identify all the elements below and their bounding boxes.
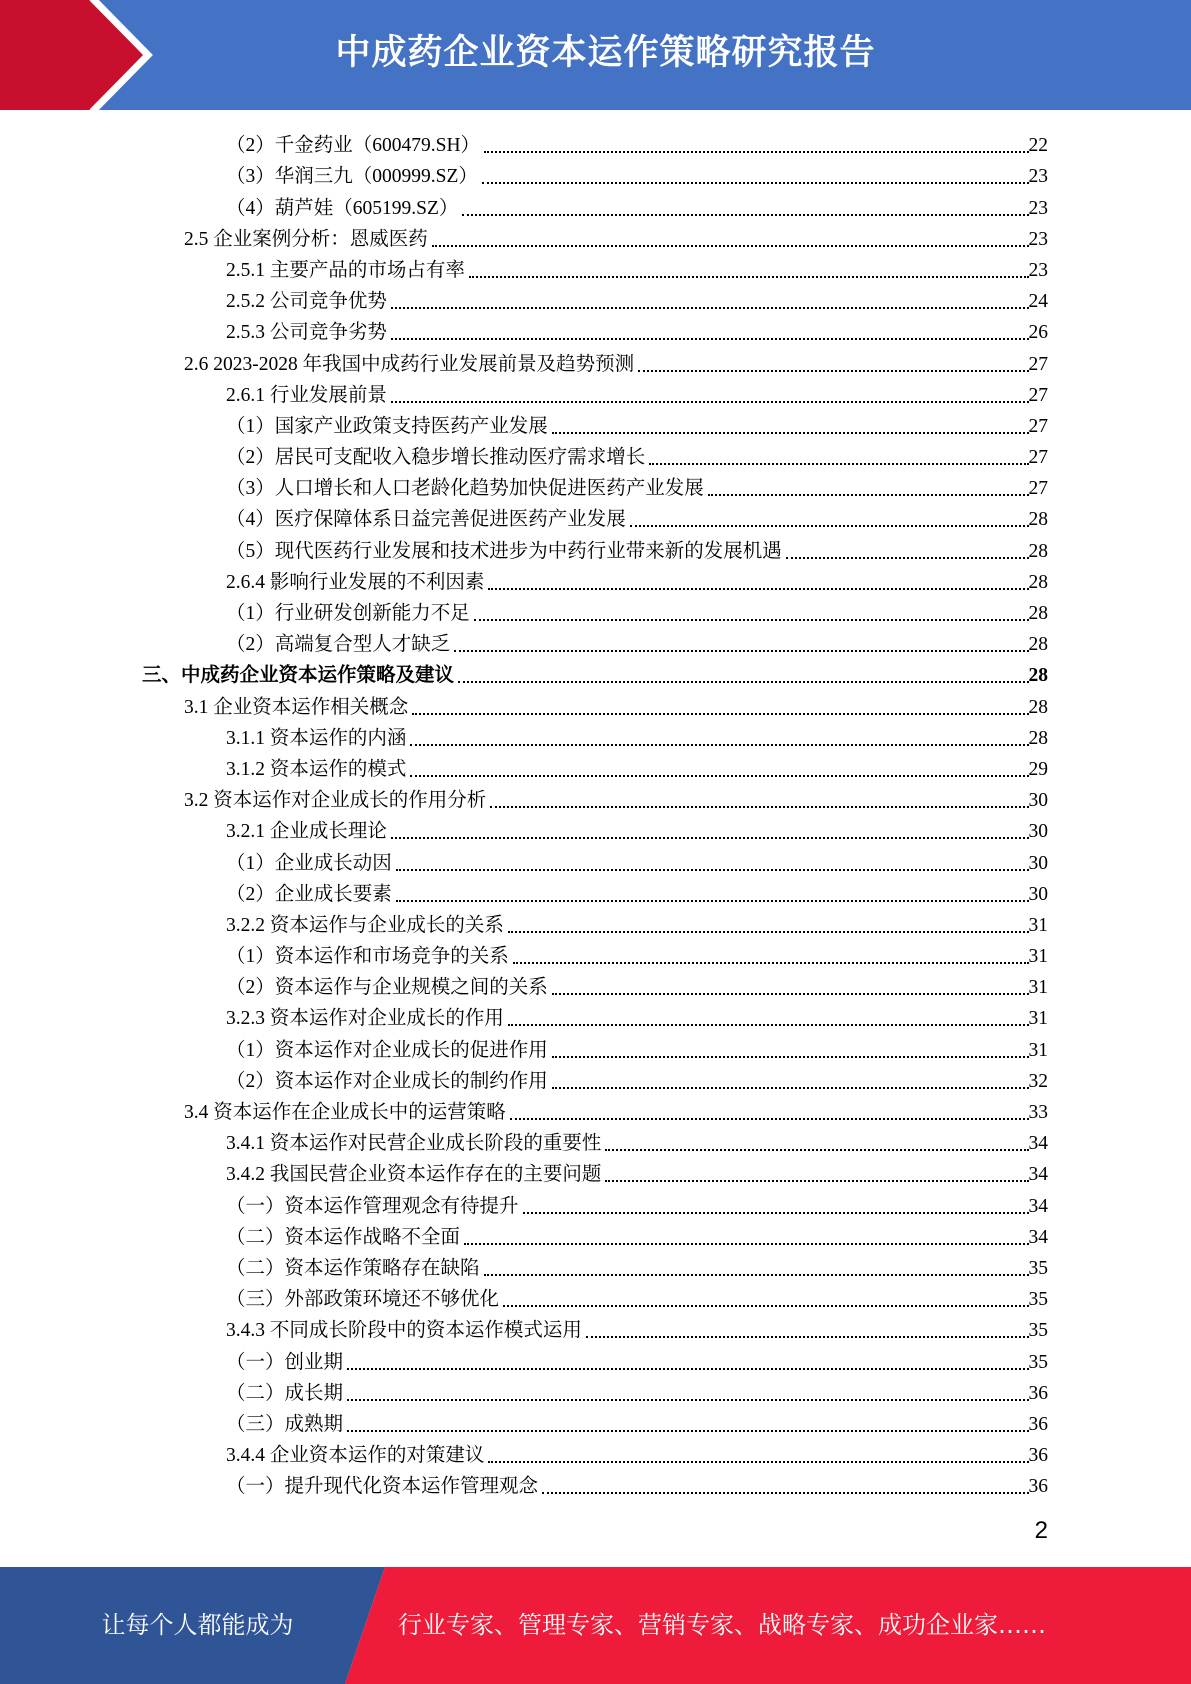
toc-entry-page-number: 36	[1028, 1413, 1048, 1435]
toc-entry-title: （4）葫芦娃（605199.SZ）	[226, 197, 459, 219]
toc-entry-page-number: 36	[1028, 1445, 1048, 1467]
toc-entry[interactable]	[0, 939, 1191, 970]
toc-entry-title: （2）千金药业（600479.SH）	[226, 135, 481, 157]
toc-entry-page-number: 23	[1028, 228, 1048, 250]
toc-entry-page-number: 27	[1028, 353, 1048, 375]
toc-entry-page-number: 27	[1028, 415, 1048, 437]
toc-dot-leader	[456, 663, 1028, 689]
toc-entry-title: 2.6.1 行业发展前景	[226, 384, 387, 406]
toc-entry[interactable]	[0, 315, 1191, 346]
toc-entry-page-number: 22	[1028, 135, 1048, 157]
toc-entry-page-number: 31	[1028, 1008, 1048, 1030]
toc-dot-leader	[452, 632, 1028, 658]
toc-entry-page-number: 34	[1028, 1164, 1048, 1186]
toc-entry-page-number: 34	[1028, 1195, 1048, 1217]
toc-entry-page-number: 35	[1028, 1257, 1048, 1279]
toc-entry-page-number: 31	[1028, 1039, 1048, 1061]
toc-entry[interactable]	[0, 596, 1191, 627]
toc-entry[interactable]	[0, 1220, 1191, 1251]
toc-entry-page-number: 36	[1028, 1382, 1048, 1404]
toc-dot-leader	[550, 414, 1029, 440]
toc-dot-leader	[389, 320, 1029, 346]
toc-entry[interactable]	[0, 502, 1191, 533]
toc-entry[interactable]	[0, 1407, 1191, 1438]
toc-entry[interactable]	[0, 253, 1191, 284]
toc-entry[interactable]	[0, 409, 1191, 440]
toc-dot-leader	[628, 507, 1029, 533]
toc-dot-leader	[410, 695, 1028, 721]
toc-dot-leader	[467, 258, 1029, 284]
toc-dot-leader	[389, 383, 1029, 409]
toc-dot-leader	[462, 1225, 1028, 1251]
toc-dot-leader	[430, 227, 1029, 253]
toc-entry-title: （1）资本运作对企业成长的促进作用	[226, 1039, 548, 1061]
report-title: 中成药企业资本运作策略研究报告	[335, 33, 876, 73]
toc-dot-leader	[584, 1318, 1029, 1344]
toc-entry[interactable]	[0, 1344, 1191, 1375]
toc-dot-leader	[603, 1131, 1028, 1157]
toc-entry-title: 2.6.4 影响行业发展的不利因素	[226, 571, 485, 593]
toc-entry-page-number: 35	[1028, 1320, 1048, 1342]
toc-dot-leader	[472, 601, 1029, 627]
toc-entry-page-number: 33	[1028, 1102, 1048, 1123]
toc-entry-page-number: 32	[1028, 1070, 1048, 1092]
toc-entry-page-number: 23	[1028, 197, 1048, 219]
toc-entry-page-number: 28	[1028, 540, 1048, 562]
toc-entry-title: 2.6 2023-2028 年我国中成药行业发展前景及趋势预测	[184, 353, 635, 375]
toc-entry-title: （5）现代医药行业发展和技术进步为中药行业带来新的发展机遇	[226, 540, 782, 562]
toc-entry-title: （1）企业成长动因	[226, 852, 392, 874]
toc-dot-leader	[394, 851, 1029, 877]
toc-entry-page-number: 28	[1028, 665, 1048, 687]
toc-entry-title: 3.1.2 资本运作的模式	[226, 758, 407, 780]
toc-dot-leader	[706, 476, 1029, 502]
toc-dot-leader	[550, 1069, 1029, 1095]
toc-entry-title: （3）华润三九（000999.SZ）	[226, 166, 478, 188]
toc-entry-page-number: 31	[1028, 977, 1048, 999]
toc-entry[interactable]	[0, 1157, 1191, 1188]
toc-entry-page-number: 30	[1028, 852, 1048, 874]
toc-entry[interactable]	[0, 970, 1191, 1001]
toc-entry-title: （2）企业成长要素	[226, 883, 392, 905]
toc-dot-leader	[603, 1162, 1028, 1188]
toc-entry-title: （二）资本运作战略不全面	[226, 1226, 461, 1248]
toc-dot-leader	[521, 1194, 1029, 1220]
toc-dot-leader	[408, 726, 1028, 752]
toc-entry-title: （2）高端复合型人才缺乏	[226, 634, 451, 656]
toc-entry-title: 3.2.1 企业成长理论	[226, 821, 387, 843]
toc-entry-page-number: 28	[1028, 603, 1048, 624]
toc-dot-leader	[345, 1381, 1028, 1407]
toc-entry-page-number: 31	[1028, 914, 1048, 936]
toc-entry[interactable]	[0, 128, 1191, 159]
toc-entry[interactable]	[0, 1188, 1191, 1219]
toc-entry[interactable]	[0, 877, 1191, 908]
toc-dot-leader	[345, 1350, 1028, 1376]
toc-entry[interactable]	[0, 565, 1191, 596]
toc-entry-title: （二）资本运作策略存在缺陷	[226, 1257, 480, 1279]
toc-entry-page-number: 27	[1028, 478, 1048, 500]
toc-dot-leader	[784, 539, 1029, 565]
toc-entry-page-number: 28	[1028, 571, 1048, 593]
toc-dot-leader	[636, 352, 1028, 378]
toc-entry[interactable]	[0, 814, 1191, 845]
toc-entry-title: 3.2.2 资本运作与企业成长的关系	[226, 914, 504, 936]
toc-dot-leader	[482, 1256, 1029, 1282]
toc-entry-title: 3.2.3 资本运作对企业成长的作用	[226, 1008, 504, 1030]
toc-entry-title: 3.4.3 不同成长阶段中的资本运作模式运用	[226, 1320, 582, 1342]
toc-entry-title: 3.4.1 资本运作对民营企业成长阶段的重要性	[226, 1133, 602, 1155]
toc-entry-page-number: 28	[1028, 634, 1048, 656]
toc-entry-title: （3）人口增长和人口老龄化趋势加快促进医药产业发展	[226, 478, 704, 500]
toc-entry-page-number: 24	[1028, 291, 1048, 313]
toc-entry-title: （2）居民可支配收入稳步增长推动医疗需求增长	[226, 447, 646, 469]
toc-dot-leader	[511, 944, 1029, 970]
toc-entry-page-number: 30	[1028, 883, 1048, 905]
toc-entry-title: （1）资本运作和市场竞争的关系	[226, 946, 509, 968]
toc-entry-page-number: 28	[1028, 727, 1048, 749]
toc-dot-leader	[506, 913, 1029, 939]
toc-entry[interactable]	[0, 284, 1191, 315]
toc-entry-page-number: 28	[1028, 696, 1048, 718]
toc-entry-page-number: 23	[1028, 166, 1048, 188]
table-of-contents	[0, 128, 1191, 1500]
toc-entry[interactable]	[0, 378, 1191, 409]
toc-dot-leader	[486, 1443, 1028, 1469]
toc-dot-leader	[550, 1038, 1029, 1064]
toc-entry[interactable]	[0, 845, 1191, 876]
toc-entry-title: 2.5.1 主要产品的市场占有率	[226, 259, 465, 281]
toc-entry[interactable]	[0, 190, 1191, 221]
toc-entry[interactable]	[0, 908, 1191, 939]
toc-entry-page-number: 34	[1028, 1226, 1048, 1248]
toc-dot-leader	[345, 1412, 1028, 1438]
toc-entry-title: 3.4.4 企业资本运作的对策建议	[226, 1445, 485, 1467]
toc-entry-title: 2.5.2 公司竞争优势	[226, 291, 387, 313]
toc-entry-page-number: 29	[1028, 758, 1048, 780]
toc-entry-page-number: 35	[1028, 1289, 1048, 1311]
toc-entry[interactable]	[0, 1469, 1191, 1500]
toc-entry-title: （2）资本运作与企业规模之间的关系	[226, 977, 548, 999]
toc-dot-leader	[508, 1100, 1029, 1126]
toc-entry-title: 3.4.2 我国民营企业资本运作存在的主要问题	[226, 1164, 602, 1186]
toc-entry[interactable]	[0, 440, 1191, 471]
toc-dot-leader	[408, 757, 1028, 783]
toc-dot-leader	[486, 570, 1028, 596]
toc-entry-page-number: 26	[1028, 322, 1048, 344]
toc-entry-title: （一）提升现代化资本运作管理观念	[226, 1476, 539, 1498]
footer-slogan-right: 行业专家、管理专家、营销专家、战略专家、成功企业家……	[398, 1611, 1046, 1639]
toc-dot-leader	[389, 289, 1029, 315]
toc-entry-title: （二）成长期	[226, 1382, 344, 1404]
toc-entry[interactable]	[0, 1001, 1191, 1032]
toc-dot-leader	[501, 1287, 1028, 1313]
toc-entry[interactable]	[0, 222, 1191, 253]
toc-entry-title: （一）资本运作管理观念有待提升	[226, 1195, 519, 1217]
toc-entry-title: 3.4 资本运作在企业成长中的运营策略	[184, 1102, 506, 1123]
toc-entry[interactable]	[0, 752, 1191, 783]
toc-entry[interactable]	[0, 783, 1191, 814]
toc-entry[interactable]	[0, 1095, 1191, 1126]
toc-entry[interactable]	[0, 1313, 1191, 1344]
toc-entry-title: （三）外部政策环境还不够优化	[226, 1289, 500, 1311]
toc-dot-leader	[394, 882, 1029, 908]
page-header	[0, 0, 1191, 110]
toc-entry-title: （4）医疗保障体系日益完善促进医药产业发展	[226, 509, 626, 531]
toc-entry-title: （1）行业研发创新能力不足	[226, 603, 470, 624]
toc-entry[interactable]	[0, 627, 1191, 658]
toc-entry[interactable]	[0, 471, 1191, 502]
toc-entry-page-number: 27	[1028, 384, 1048, 406]
toc-entry[interactable]	[0, 1282, 1191, 1313]
toc-entry[interactable]	[0, 1064, 1191, 1095]
page-number: 2	[1034, 1517, 1048, 1544]
toc-entry-title: 三、中成药企业资本运作策略及建议	[142, 665, 455, 687]
toc-entry-page-number: 30	[1028, 790, 1048, 812]
toc-entry[interactable]	[0, 1126, 1191, 1157]
page-footer	[0, 1567, 1191, 1684]
toc-entry-page-number: 35	[1028, 1351, 1048, 1373]
toc-entry-page-number: 30	[1028, 821, 1048, 843]
toc-entry-title: 2.5 企业案例分析：恩威医药	[184, 228, 428, 250]
toc-entry[interactable]	[0, 159, 1191, 190]
toc-entry[interactable]	[0, 1376, 1191, 1407]
toc-entry-page-number: 23	[1028, 259, 1048, 281]
toc-dot-leader	[389, 819, 1029, 845]
toc-entry[interactable]	[0, 533, 1191, 564]
toc-dot-leader	[460, 196, 1028, 222]
toc-entry[interactable]	[0, 1438, 1191, 1469]
toc-entry-title: 3.1.1 资本运作的内涵	[226, 727, 407, 749]
toc-entry[interactable]	[0, 658, 1191, 689]
toc-entry-page-number: 28	[1028, 509, 1048, 531]
footer-slogan-left: 让每个人都能成为	[101, 1611, 294, 1639]
toc-dot-leader	[482, 133, 1028, 159]
toc-entry[interactable]	[0, 346, 1191, 377]
toc-dot-leader	[480, 164, 1029, 190]
toc-dot-leader	[506, 1006, 1029, 1032]
toc-entry[interactable]	[0, 1032, 1191, 1063]
toc-entry-page-number: 31	[1028, 946, 1048, 968]
toc-entry-title: 3.2 资本运作对企业成长的作用分析	[184, 790, 487, 812]
toc-entry-title: （2）资本运作对企业成长的制约作用	[226, 1070, 548, 1092]
toc-dot-leader	[647, 445, 1028, 471]
toc-entry-page-number: 34	[1028, 1133, 1048, 1155]
toc-entry[interactable]	[0, 689, 1191, 720]
toc-entry-title: （1）国家产业政策支持医药产业发展	[226, 415, 548, 437]
toc-dot-leader	[488, 788, 1028, 814]
toc-entry[interactable]	[0, 721, 1191, 752]
toc-dot-leader	[550, 975, 1029, 1001]
toc-dot-leader	[540, 1474, 1028, 1500]
toc-entry[interactable]	[0, 1251, 1191, 1282]
toc-entry-title: （三）成熟期	[226, 1413, 344, 1435]
toc-entry-title: 2.5.3 公司竞争劣势	[226, 322, 387, 344]
toc-entry-title: 3.1 企业资本运作相关概念	[184, 696, 409, 718]
toc-entry-page-number: 36	[1028, 1476, 1048, 1498]
toc-entry-title: （一）创业期	[226, 1351, 344, 1373]
toc-entry-page-number: 27	[1028, 447, 1048, 469]
